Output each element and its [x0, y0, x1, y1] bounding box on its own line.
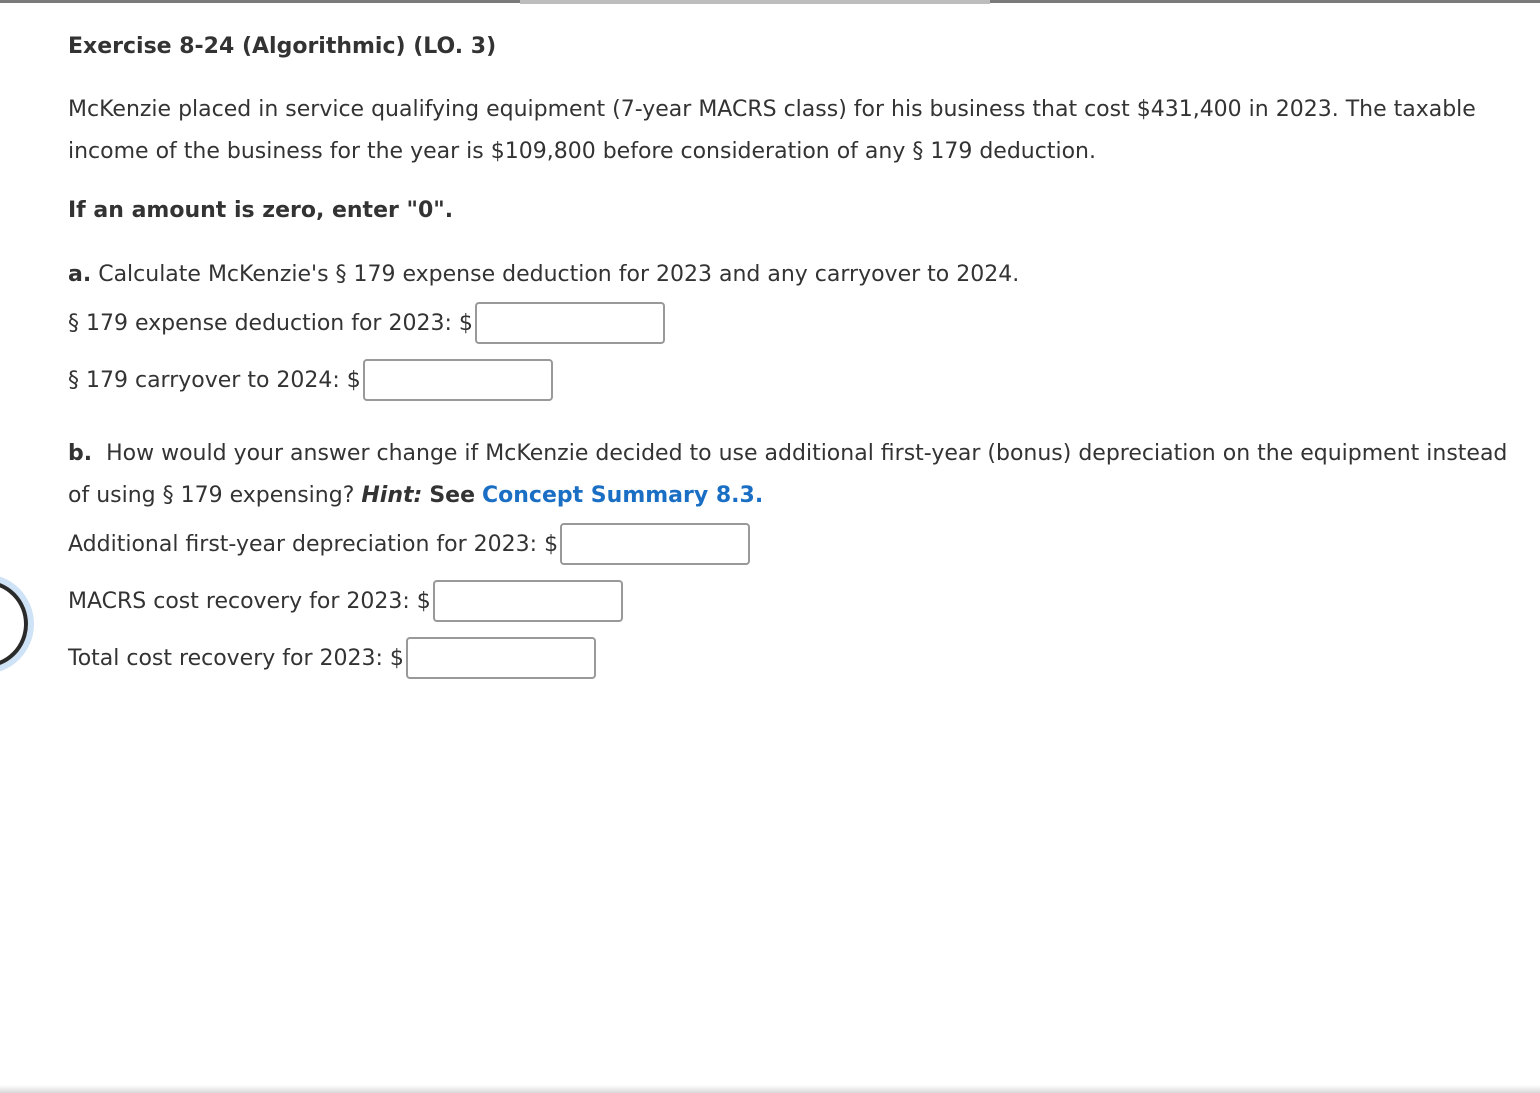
focus-ring-indicator [0, 580, 28, 668]
exercise-content [68, 30, 1528, 681]
bonus-depreciation-input[interactable] [560, 523, 750, 565]
part-b-text: How would your answer change if McKenzie decided to use additional first-year (bonus) depreciation on the equipment instead of using § 179 expensing? [68, 441, 1508, 508]
total-recovery-row [68, 635, 1528, 681]
see-label: See [429, 483, 475, 508]
macrs-recovery-row [68, 578, 1528, 624]
section179-deduction-row [68, 300, 1528, 346]
part-a-letter: a. [68, 262, 92, 287]
exercise-title: Exercise 8-24 (Algorithmic) (LO. 3) [68, 34, 497, 59]
part-a-question [68, 254, 1528, 296]
section179-deduction-label: § 179 expense deduction for 2023: $ [68, 310, 473, 336]
zero-instruction: If an amount is zero, enter "0". [68, 198, 454, 223]
section179-carryover-label: § 179 carryover to 2024: $ [68, 367, 361, 393]
part-b-letter: b. [68, 441, 93, 466]
total-recovery-input[interactable] [406, 637, 596, 679]
hint-label: Hint: [361, 483, 423, 508]
section179-carryover-input[interactable] [363, 359, 553, 401]
part-b-question [68, 433, 1528, 517]
macrs-recovery-label: MACRS cost recovery for 2023: $ [68, 588, 431, 614]
total-recovery-label: Total cost recovery for 2023: $ [68, 645, 404, 671]
macrs-recovery-input[interactable] [433, 580, 623, 622]
bonus-depreciation-row [68, 521, 1528, 567]
bottom-border [0, 1085, 1540, 1093]
bonus-depreciation-label: Additional first-year depreciation for 2023: $ [68, 531, 559, 557]
top-tab-indicator [520, 0, 990, 4]
concept-summary-link[interactable]: Concept Summary 8.3. [482, 483, 764, 508]
exercise-intro: McKenzie placed in service qualifying equipment (7-year MACRS class) for his business that cost $431,400 in 2023. The taxable income of the business for the year is $109,800 before consideration of any § 179 deduction. [68, 97, 1476, 164]
section179-carryover-row [68, 357, 1528, 403]
part-a-text: Calculate McKenzie's § 179 expense deduction for 2023 and any carryover to 2024. [98, 262, 1020, 287]
section179-deduction-input[interactable] [475, 302, 665, 344]
